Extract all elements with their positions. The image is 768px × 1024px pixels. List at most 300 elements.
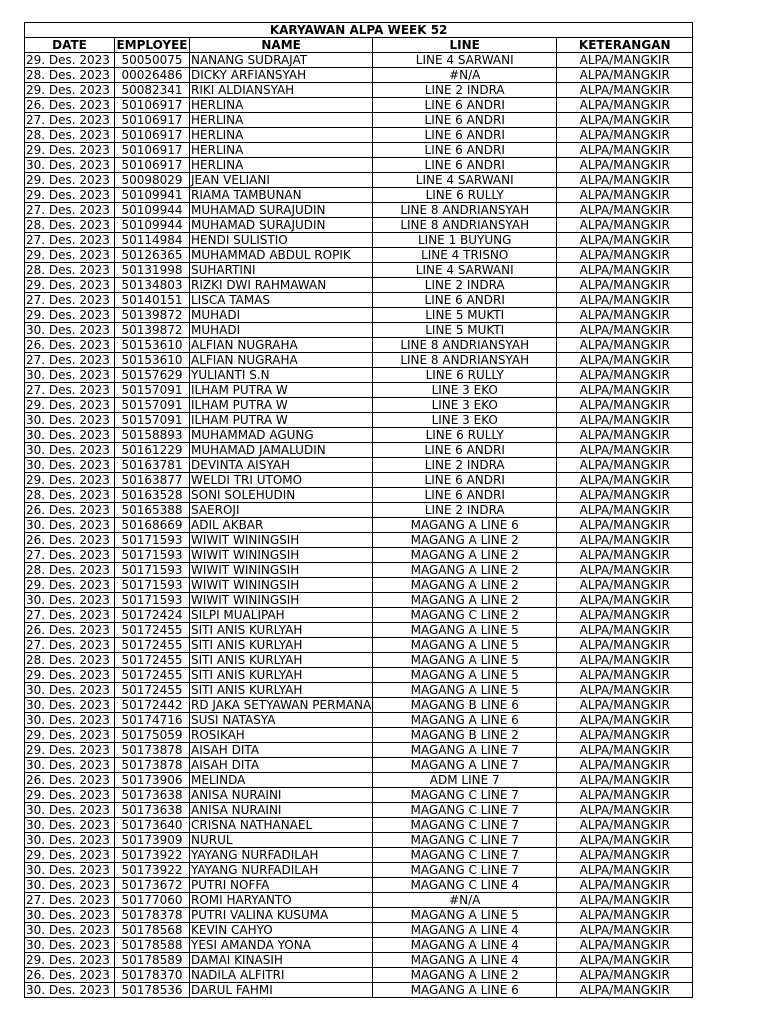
keterangan-cell: ALPA/MANGKIR: [557, 803, 693, 818]
table-row: [25, 128, 693, 143]
date-cell: 30. Des. 2023: [25, 428, 115, 443]
line-cell: MAGANG A LINE 4: [373, 953, 557, 968]
keterangan-cell: ALPA/MANGKIR: [557, 728, 693, 743]
table-row: [25, 428, 693, 443]
keterangan-cell: ALPA/MANGKIR: [557, 263, 693, 278]
table-row: [25, 713, 693, 728]
table-row: [25, 788, 693, 803]
line-cell: MAGANG A LINE 2: [373, 578, 557, 593]
line-cell: MAGANG C LINE 7: [373, 788, 557, 803]
table-row: [25, 803, 693, 818]
name-cell: HERLINA: [190, 98, 373, 113]
date-cell: 30. Des. 2023: [25, 698, 115, 713]
header-name: NAME: [190, 38, 373, 53]
keterangan-cell: ALPA/MANGKIR: [557, 98, 693, 113]
name-cell: ILHAM PUTRA W: [190, 413, 373, 428]
keterangan-cell: ALPA/MANGKIR: [557, 83, 693, 98]
date-cell: 29. Des. 2023: [25, 53, 115, 68]
table-row: [25, 758, 693, 773]
date-cell: 27. Des. 2023: [25, 608, 115, 623]
keterangan-cell: ALPA/MANGKIR: [557, 848, 693, 863]
line-cell: MAGANG C LINE 7: [373, 803, 557, 818]
table-row: [25, 458, 693, 473]
date-cell: 29. Des. 2023: [25, 278, 115, 293]
date-cell: 30. Des. 2023: [25, 803, 115, 818]
table-row: [25, 863, 693, 878]
line-cell: LINE 2 INDRA: [373, 83, 557, 98]
name-cell: RIAMA TAMBUNAN: [190, 188, 373, 203]
name-cell: ROSIKAH: [190, 728, 373, 743]
keterangan-cell: ALPA/MANGKIR: [557, 458, 693, 473]
table-row: [25, 308, 693, 323]
date-cell: 30. Des. 2023: [25, 368, 115, 383]
table-row: [25, 368, 693, 383]
keterangan-cell: ALPA/MANGKIR: [557, 923, 693, 938]
line-cell: LINE 2 INDRA: [373, 458, 557, 473]
header-keterangan: KETERANGAN: [557, 38, 693, 53]
name-cell: MUHAMMAD AGUNG: [190, 428, 373, 443]
line-cell: MAGANG A LINE 7: [373, 758, 557, 773]
table-row: [25, 398, 693, 413]
employee-cell: 50174716: [115, 713, 190, 728]
name-cell: DAMAI KINASIH: [190, 953, 373, 968]
date-cell: 27. Des. 2023: [25, 548, 115, 563]
employee-cell: 50173878: [115, 758, 190, 773]
keterangan-cell: ALPA/MANGKIR: [557, 398, 693, 413]
table-row: [25, 818, 693, 833]
date-cell: 28. Des. 2023: [25, 128, 115, 143]
employee-cell: 50172455: [115, 638, 190, 653]
keterangan-cell: ALPA/MANGKIR: [557, 188, 693, 203]
line-cell: LINE 6 ANDRI: [373, 113, 557, 128]
table-row: [25, 728, 693, 743]
keterangan-cell: ALPA/MANGKIR: [557, 773, 693, 788]
line-cell: LINE 4 SARWANI: [373, 53, 557, 68]
date-cell: 27. Des. 2023: [25, 203, 115, 218]
employee-cell: 50157091: [115, 383, 190, 398]
employee-cell: 50173909: [115, 833, 190, 848]
date-cell: 30. Des. 2023: [25, 458, 115, 473]
date-cell: 26. Des. 2023: [25, 503, 115, 518]
line-cell: MAGANG C LINE 7: [373, 848, 557, 863]
date-cell: 26. Des. 2023: [25, 98, 115, 113]
line-cell: MAGANG B LINE 6: [373, 698, 557, 713]
keterangan-cell: ALPA/MANGKIR: [557, 983, 693, 998]
keterangan-cell: ALPA/MANGKIR: [557, 968, 693, 983]
keterangan-cell: ALPA/MANGKIR: [557, 53, 693, 68]
keterangan-cell: ALPA/MANGKIR: [557, 503, 693, 518]
table-row: [25, 113, 693, 128]
employee-cell: 50178589: [115, 953, 190, 968]
line-cell: LINE 8 ANDRIANSYAH: [373, 353, 557, 368]
line-cell: LINE 6 ANDRI: [373, 443, 557, 458]
keterangan-cell: ALPA/MANGKIR: [557, 143, 693, 158]
date-cell: 27. Des. 2023: [25, 353, 115, 368]
name-cell: AISAH DITA: [190, 743, 373, 758]
keterangan-cell: ALPA/MANGKIR: [557, 413, 693, 428]
line-cell: LINE 8 ANDRIANSYAH: [373, 203, 557, 218]
line-cell: MAGANG A LINE 2: [373, 563, 557, 578]
keterangan-cell: ALPA/MANGKIR: [557, 473, 693, 488]
keterangan-cell: ALPA/MANGKIR: [557, 113, 693, 128]
line-cell: MAGANG A LINE 5: [373, 668, 557, 683]
table-row: [25, 533, 693, 548]
name-cell: WIWIT WININGSIH: [190, 563, 373, 578]
keterangan-cell: ALPA/MANGKIR: [557, 818, 693, 833]
date-cell: 30. Des. 2023: [25, 158, 115, 173]
table-row: [25, 548, 693, 563]
employee-cell: 50158893: [115, 428, 190, 443]
table-row: [25, 968, 693, 983]
keterangan-cell: ALPA/MANGKIR: [557, 608, 693, 623]
date-cell: 30. Des. 2023: [25, 323, 115, 338]
date-cell: 29. Des. 2023: [25, 83, 115, 98]
keterangan-cell: ALPA/MANGKIR: [557, 668, 693, 683]
line-cell: LINE 6 ANDRI: [373, 158, 557, 173]
keterangan-cell: ALPA/MANGKIR: [557, 68, 693, 83]
line-cell: MAGANG A LINE 4: [373, 938, 557, 953]
table-row: [25, 98, 693, 113]
date-cell: 28. Des. 2023: [25, 488, 115, 503]
line-cell: LINE 6 ANDRI: [373, 293, 557, 308]
employee-cell: 50163781: [115, 458, 190, 473]
table-row: [25, 218, 693, 233]
name-cell: YULIANTI S.N: [190, 368, 373, 383]
keterangan-cell: ALPA/MANGKIR: [557, 593, 693, 608]
table-row: [25, 923, 693, 938]
employee-cell: 50172424: [115, 608, 190, 623]
keterangan-cell: ALPA/MANGKIR: [557, 788, 693, 803]
name-cell: ADIL AKBAR: [190, 518, 373, 533]
employee-cell: 50157091: [115, 413, 190, 428]
name-cell: WIWIT WININGSIH: [190, 593, 373, 608]
name-cell: RD JAKA SETYAWAN PERMANA: [191, 698, 372, 712]
line-cell: MAGANG C LINE 7: [373, 863, 557, 878]
date-cell: 26. Des. 2023: [25, 968, 115, 983]
date-cell: 30. Des. 2023: [25, 908, 115, 923]
line-cell: MAGANG C LINE 4: [373, 878, 557, 893]
table-row: [25, 668, 693, 683]
name-cell: NURUL: [190, 833, 373, 848]
date-cell: 27. Des. 2023: [25, 293, 115, 308]
employee-cell: 00026486: [115, 68, 190, 83]
table-row: [25, 203, 693, 218]
employee-cell: 50173878: [115, 743, 190, 758]
table-row: [25, 638, 693, 653]
name-cell: ILHAM PUTRA W: [190, 398, 373, 413]
table-row: [25, 608, 693, 623]
keterangan-cell: ALPA/MANGKIR: [557, 743, 693, 758]
employee-cell: 50109944: [115, 203, 190, 218]
name-cell: WIWIT WININGSIH: [190, 578, 373, 593]
keterangan-cell: ALPA/MANGKIR: [557, 713, 693, 728]
date-cell: 28. Des. 2023: [25, 263, 115, 278]
date-cell: 29. Des. 2023: [25, 728, 115, 743]
name-cell: HERLINA: [190, 143, 373, 158]
table-row: [25, 878, 693, 893]
name-cell: MUHAMAD SURAJUDIN: [190, 218, 373, 233]
name-cell: MELINDA: [190, 773, 373, 788]
employee-cell: 50171593: [115, 548, 190, 563]
name-cell: WELDI TRI UTOMO: [190, 473, 373, 488]
employee-cell: 50098029: [115, 173, 190, 188]
employee-cell: 50172442: [115, 698, 190, 713]
name-cell: SITI ANIS KURLYAH: [190, 668, 373, 683]
keterangan-cell: ALPA/MANGKIR: [557, 833, 693, 848]
employee-cell: 50126365: [115, 248, 190, 263]
employee-cell: 50139872: [115, 308, 190, 323]
employee-cell: 50106917: [115, 128, 190, 143]
employee-cell: 50082341: [115, 83, 190, 98]
name-cell: ANISA NURAINI: [190, 803, 373, 818]
keterangan-cell: ALPA/MANGKIR: [557, 218, 693, 233]
name-cell: DARUL FAHMI: [190, 983, 373, 998]
employee-cell: 50165388: [115, 503, 190, 518]
keterangan-cell: ALPA/MANGKIR: [557, 878, 693, 893]
table-row: [25, 413, 693, 428]
employee-cell: 50131998: [115, 263, 190, 278]
line-cell: LINE 3 EKO: [373, 383, 557, 398]
line-cell: #N/A: [373, 893, 557, 908]
name-cell: SAEROJI: [190, 503, 373, 518]
name-cell: SITI ANIS KURLYAH: [190, 638, 373, 653]
line-cell: LINE 4 SARWANI: [373, 173, 557, 188]
table-row: [25, 188, 693, 203]
table-row: [25, 593, 693, 608]
date-cell: 30. Des. 2023: [25, 443, 115, 458]
date-cell: 27. Des. 2023: [25, 383, 115, 398]
date-cell: 28. Des. 2023: [25, 653, 115, 668]
table-body: [25, 53, 693, 998]
date-cell: 29. Des. 2023: [25, 308, 115, 323]
name-cell: CRISNA NATHANAEL: [190, 818, 373, 833]
line-cell: MAGANG A LINE 2: [373, 548, 557, 563]
keterangan-cell: ALPA/MANGKIR: [557, 293, 693, 308]
table-row: [25, 338, 693, 353]
keterangan-cell: ALPA/MANGKIR: [557, 938, 693, 953]
employee-cell: 50178568: [115, 923, 190, 938]
line-cell: MAGANG A LINE 6: [373, 983, 557, 998]
name-cell: SITI ANIS KURLYAH: [190, 623, 373, 638]
name-cell: HERLINA: [190, 158, 373, 173]
date-cell: 29. Des. 2023: [25, 743, 115, 758]
table-row: [25, 623, 693, 638]
keterangan-cell: ALPA/MANGKIR: [557, 758, 693, 773]
name-cell: NADILA ALFITRI: [190, 968, 373, 983]
line-cell: LINE 6 ANDRI: [373, 128, 557, 143]
keterangan-cell: ALPA/MANGKIR: [557, 653, 693, 668]
name-cell: DICKY ARFIANSYAH: [190, 68, 373, 83]
line-cell: LINE 4 TRISNO: [373, 248, 557, 263]
line-cell: LINE 8 ANDRIANSYAH: [373, 338, 557, 353]
table-row: [25, 53, 693, 68]
header-employee: EMPLOYEE: [116, 38, 188, 52]
line-cell: MAGANG A LINE 2: [373, 968, 557, 983]
name-cell: YAYANG NURFADILAH: [190, 848, 373, 863]
name-cell: DEVINTA AISYAH: [190, 458, 373, 473]
line-cell: LINE 6 ANDRI: [373, 488, 557, 503]
employee-cell: 50178588: [115, 938, 190, 953]
employee-cell: 50163877: [115, 473, 190, 488]
line-cell: LINE 3 EKO: [373, 398, 557, 413]
line-cell: MAGANG C LINE 2: [373, 608, 557, 623]
table-row: [25, 143, 693, 158]
table-row: [25, 908, 693, 923]
employee-cell: 50171593: [115, 563, 190, 578]
table-row: [25, 353, 693, 368]
date-cell: 30. Des. 2023: [25, 923, 115, 938]
name-cell: MUHADI: [190, 323, 373, 338]
table-row: [25, 68, 693, 83]
header-date: DATE: [25, 38, 115, 53]
name-cell: LISCA TAMAS: [190, 293, 373, 308]
name-cell: SITI ANIS KURLYAH: [190, 683, 373, 698]
name-cell: YAYANG NURFADILAH: [190, 863, 373, 878]
absence-table: [24, 22, 693, 998]
keterangan-cell: ALPA/MANGKIR: [557, 353, 693, 368]
employee-cell: 50178370: [115, 968, 190, 983]
keterangan-cell: ALPA/MANGKIR: [557, 323, 693, 338]
table-row: [25, 698, 693, 713]
line-cell: ADM LINE 7: [373, 773, 557, 788]
employee-cell: 50171593: [115, 578, 190, 593]
date-cell: 29. Des. 2023: [25, 578, 115, 593]
line-cell: LINE 6 ANDRI: [373, 473, 557, 488]
header-line: LINE: [373, 38, 557, 53]
employee-cell: 50178378: [115, 908, 190, 923]
table-row: [25, 518, 693, 533]
keterangan-cell: ALPA/MANGKIR: [557, 683, 693, 698]
table-row: [25, 158, 693, 173]
employee-cell: 50173922: [115, 848, 190, 863]
date-cell: 27. Des. 2023: [25, 638, 115, 653]
date-cell: 29. Des. 2023: [25, 668, 115, 683]
date-cell: 26. Des. 2023: [25, 533, 115, 548]
employee-cell: 50178536: [115, 983, 190, 998]
employee-cell: 50114984: [115, 233, 190, 248]
line-cell: MAGANG A LINE 5: [373, 683, 557, 698]
name-cell: SUHARTINI: [190, 263, 373, 278]
table-row: [25, 293, 693, 308]
date-cell: 29. Des. 2023: [25, 173, 115, 188]
name-cell: WIWIT WININGSIH: [190, 548, 373, 563]
table-row: [25, 563, 693, 578]
name-cell: MUHAMAD JAMALUDIN: [190, 443, 373, 458]
keterangan-cell: ALPA/MANGKIR: [557, 953, 693, 968]
keterangan-cell: ALPA/MANGKIR: [557, 308, 693, 323]
table-row: [25, 263, 693, 278]
table-row: [25, 773, 693, 788]
table-row: [25, 83, 693, 98]
name-cell: MUHAMAD SURAJUDIN: [190, 203, 373, 218]
name-cell: HENDI SULISTIO: [190, 233, 373, 248]
table-row: [25, 503, 693, 518]
date-cell: 28. Des. 2023: [25, 218, 115, 233]
employee-cell: 50106917: [115, 158, 190, 173]
line-cell: MAGANG A LINE 5: [373, 908, 557, 923]
employee-cell: 50168669: [115, 518, 190, 533]
keterangan-cell: ALPA/MANGKIR: [557, 623, 693, 638]
table-row: [25, 938, 693, 953]
date-cell: 27. Des. 2023: [25, 893, 115, 908]
employee-cell: 50173638: [115, 788, 190, 803]
table-row: [25, 983, 693, 998]
employee-cell: 50172455: [115, 668, 190, 683]
employee-cell: 50172455: [115, 653, 190, 668]
table-row: [25, 173, 693, 188]
table-row: [25, 323, 693, 338]
table-row: [25, 488, 693, 503]
line-cell: MAGANG A LINE 6: [373, 713, 557, 728]
date-cell: 30. Des. 2023: [25, 593, 115, 608]
table-row: [25, 383, 693, 398]
keterangan-cell: ALPA/MANGKIR: [557, 383, 693, 398]
table-row: [25, 683, 693, 698]
date-cell: 30. Des. 2023: [25, 833, 115, 848]
line-cell: LINE 5 MUKTI: [373, 323, 557, 338]
employee-cell: 50171593: [115, 593, 190, 608]
table-row: [25, 473, 693, 488]
name-cell: SILPI MUALIPAH: [190, 608, 373, 623]
keterangan-cell: ALPA/MANGKIR: [557, 698, 693, 713]
line-cell: MAGANG A LINE 5: [373, 653, 557, 668]
date-cell: 30. Des. 2023: [25, 983, 115, 998]
line-cell: MAGANG A LINE 7: [373, 743, 557, 758]
name-cell: JEAN VELIANI: [190, 173, 373, 188]
keterangan-cell: ALPA/MANGKIR: [557, 488, 693, 503]
title-row: [25, 23, 693, 38]
name-cell: SUSI NATASYA: [190, 713, 373, 728]
employee-cell: 50134803: [115, 278, 190, 293]
employee-cell: 50109941: [115, 188, 190, 203]
date-cell: 29. Des. 2023: [25, 143, 115, 158]
employee-cell: 50173672: [115, 878, 190, 893]
line-cell: LINE 5 MUKTI: [373, 308, 557, 323]
table-row: [25, 848, 693, 863]
name-cell: WIWIT WININGSIH: [190, 533, 373, 548]
name-cell: MUHAMMAD ABDUL ROPIK: [190, 248, 373, 263]
table-row: [25, 278, 693, 293]
sheet-title: KARYAWAN ALPA WEEK 52: [25, 23, 693, 38]
keterangan-cell: ALPA/MANGKIR: [557, 158, 693, 173]
keterangan-cell: ALPA/MANGKIR: [557, 128, 693, 143]
table-row: [25, 743, 693, 758]
keterangan-cell: ALPA/MANGKIR: [557, 863, 693, 878]
employee-cell: 50175059: [115, 728, 190, 743]
line-cell: LINE 4 SARWANI: [373, 263, 557, 278]
employee-cell: 50173640: [115, 818, 190, 833]
date-cell: 28. Des. 2023: [25, 563, 115, 578]
date-cell: 29. Des. 2023: [25, 788, 115, 803]
line-cell: LINE 6 RULLY: [373, 368, 557, 383]
keterangan-cell: ALPA/MANGKIR: [557, 563, 693, 578]
line-cell: LINE 2 INDRA: [373, 503, 557, 518]
date-cell: 27. Des. 2023: [25, 233, 115, 248]
date-cell: 30. Des. 2023: [25, 413, 115, 428]
keterangan-cell: ALPA/MANGKIR: [557, 368, 693, 383]
name-cell: SONI SOLEHUDIN: [190, 488, 373, 503]
keterangan-cell: ALPA/MANGKIR: [557, 428, 693, 443]
table-row: [25, 833, 693, 848]
line-cell: MAGANG A LINE 6: [373, 518, 557, 533]
name-cell: HERLINA: [190, 128, 373, 143]
name-cell: YESI AMANDA YONA: [190, 938, 373, 953]
employee-cell: 50172455: [115, 623, 190, 638]
line-cell: MAGANG A LINE 5: [373, 638, 557, 653]
line-cell: MAGANG A LINE 2: [373, 533, 557, 548]
date-cell: 29. Des. 2023: [25, 398, 115, 413]
table-row: [25, 233, 693, 248]
